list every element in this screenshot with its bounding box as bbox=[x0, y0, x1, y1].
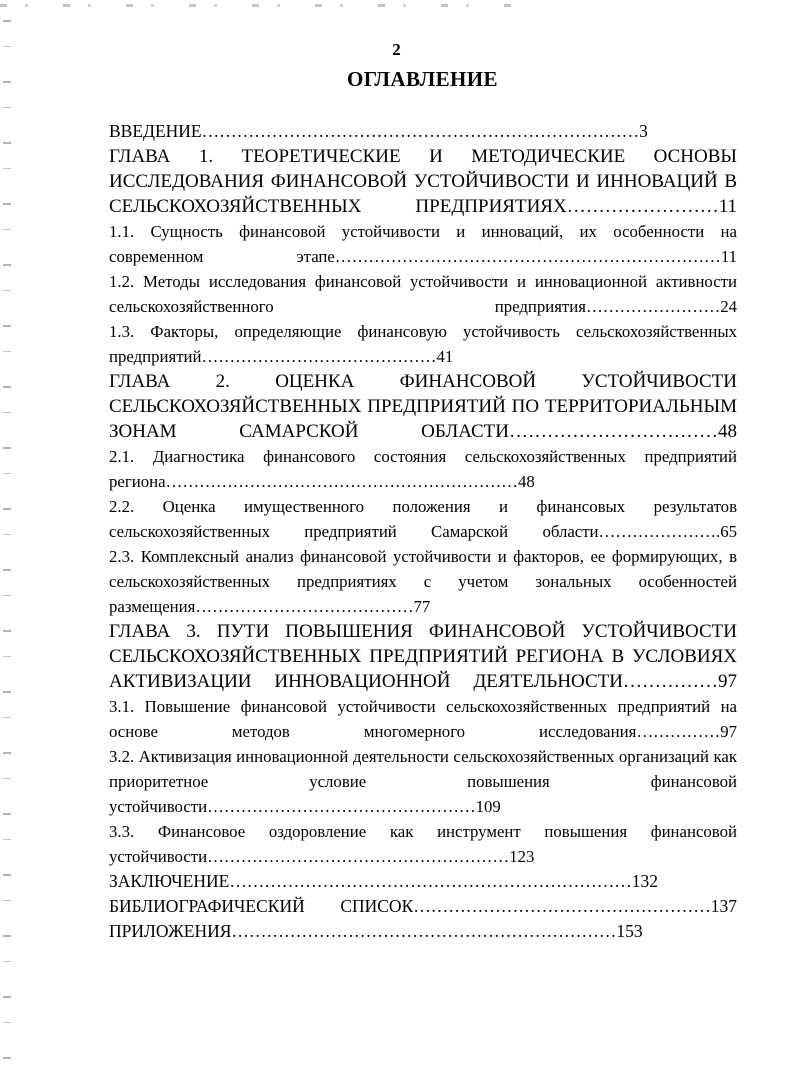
toc-entry-leader: …………………. bbox=[598, 522, 721, 541]
page-number: 2 bbox=[392, 40, 401, 59]
toc-entry-leader: ………………………………………………………… bbox=[231, 921, 617, 941]
toc-entry-page: 132 bbox=[631, 871, 659, 891]
toc-entry-3-1 bbox=[109, 694, 737, 744]
toc-entry-leader: ………………………………………… bbox=[207, 797, 476, 816]
toc-entry-leader: ……………………………………………………… bbox=[165, 472, 518, 491]
toc-entry-text: 1.2. Методы исследования финансовой устойчивости и инновационной активности сельскохозяйственного предприятия bbox=[109, 272, 737, 316]
toc-entry-text: ГЛАВА 2. ОЦЕНКА ФИНАНСОВОЙ УСТОЙЧИВОСТИ СЕЛЬСКОХОЗЯЙСТВЕННЫХ ПРЕДПРИЯТИЙ ПО ТЕРРИТОРИАЛЬНЫМ ЗОНАМ САМАРСКОЙ ОБЛАСТИ bbox=[109, 371, 737, 442]
toc-entry-page: 11 bbox=[720, 247, 737, 266]
toc-entry-text: 3.2. Активизация инновационной деятельности сельскохозяйственных организаций как приоритетное условие повышения финансовой устойчивости bbox=[109, 747, 737, 816]
toc-entry-chapter-1 bbox=[109, 144, 737, 219]
toc-entry-page: 153 bbox=[616, 921, 643, 941]
toc-entry-leader: ……………………………………………… bbox=[207, 847, 510, 866]
toc-entry-leader: ………………………………………………………………… bbox=[201, 121, 640, 141]
toc-entry-1-2 bbox=[109, 269, 737, 319]
toc-entry-text: 2.1. Диагностика финансового состояния сельскохозяйственных предприятий региона bbox=[109, 447, 737, 491]
toc-entry-page: 109 bbox=[475, 797, 501, 816]
toc-entry-text: 1.3. Факторы, определяющие финансовую устойчивость сельскохозяйственных предприятий bbox=[109, 322, 737, 366]
toc-entry-1-3 bbox=[109, 319, 737, 369]
toc-entry-page: 137 bbox=[710, 896, 737, 916]
toc-entry-1-1 bbox=[109, 219, 737, 269]
toc-entry-text: ВВЕДЕНИЕ bbox=[109, 121, 202, 141]
scan-artifact-left-edge bbox=[3, 20, 11, 1070]
toc-entry-page: 77 bbox=[413, 597, 431, 616]
toc-entry-leader: ………………………………… bbox=[195, 597, 414, 616]
toc-entry-text: 1.1. Сущность финансовой устойчивости и инноваций, их особенности на современном этапе bbox=[109, 222, 737, 266]
toc-entry-leader: …………… bbox=[636, 722, 721, 741]
toc-entry-page: 123 bbox=[509, 847, 535, 866]
toc-entry-text: ЗАКЛЮЧЕНИЕ bbox=[109, 871, 230, 891]
toc-entry-leader: …………………………………………………………… bbox=[229, 871, 632, 891]
toc-entry-chapter-3 bbox=[109, 619, 737, 694]
toc-entry-leader: …………… bbox=[623, 671, 718, 692]
toc-entry-page: 48 bbox=[517, 472, 535, 491]
scan-artifact-top bbox=[0, 4, 520, 7]
toc-entry-text: 2.2. Оценка имущественного положения и финансовых результатов сельскохозяйственных предприятий Самарской области bbox=[109, 497, 737, 541]
toc-entry-page: 97 bbox=[718, 671, 737, 692]
toc-entry-page: 97 bbox=[720, 722, 737, 741]
toc-entry-page: 3 bbox=[639, 121, 648, 141]
toc-entry-3-2 bbox=[109, 744, 737, 819]
toc-entry-page: 65 bbox=[720, 522, 737, 541]
toc-entry-conclusion bbox=[109, 869, 737, 894]
toc-entry-leader: …………………… bbox=[566, 196, 719, 217]
toc-entry-text: БИБЛИОГРАФИЧЕСКИЙ СПИСОК bbox=[109, 896, 414, 916]
toc-entry-introduction bbox=[109, 119, 737, 144]
toc-entry-text: 3.1. Повышение финансовой устойчивости сельскохозяйственных предприятий на основе методов многомерного исследования bbox=[109, 697, 737, 741]
toc-entry-text: ГЛАВА 3. ПУТИ ПОВЫШЕНИЯ ФИНАНСОВОЙ УСТОЙЧИВОСТИ СЕЛЬСКОХОЗЯЙСТВЕННЫХ ПРЕДПРИЯТИЙ РЕГИОНА В УСЛОВИЯХ АКТИВИЗАЦИИ ИННОВАЦИОННОЙ ДЕЯТЕЛЬНОСТИ bbox=[109, 621, 737, 692]
toc-entry-2-2 bbox=[109, 494, 737, 544]
toc-entry-bibliography bbox=[109, 894, 737, 919]
toc-entry-text: 3.3. Финансовое оздоровление как инструмент повышения финансовой устойчивости bbox=[109, 822, 737, 866]
toc-entry-text: 2.3. Комплексный анализ финансовой устойчивости и факторов, ее формирующих, в сельскохозяйственных предприятиях с учетом зональных особенностей размещения bbox=[109, 547, 737, 616]
page-title: ОГЛАВЛЕНИЕ bbox=[347, 67, 498, 91]
toc-entry-leader: …………………………………… bbox=[201, 347, 437, 366]
toc-entry-page: 11 bbox=[718, 196, 737, 217]
toc-entry-page: 48 bbox=[718, 421, 737, 442]
toc-entry-leader: …………………………………………………………… bbox=[334, 247, 721, 266]
toc-entry-text: ПРИЛОЖЕНИЯ bbox=[109, 921, 232, 941]
toc-entry-page: 41 bbox=[436, 347, 454, 366]
table-of-contents bbox=[109, 119, 737, 944]
toc-entry-appendices bbox=[109, 919, 737, 944]
toc-entry-text: ГЛАВА 1. ТЕОРЕТИЧЕСКИЕ И МЕТОДИЧЕСКИЕ ОСНОВЫ ИССЛЕДОВАНИЯ ФИНАНСОВОЙ УСТОЙЧИВОСТИ И ИННОВАЦИЙ В СЕЛЬСКОХОЗЯЙСТВЕННЫХ ПРЕДПРИЯТИЯХ bbox=[109, 146, 737, 217]
toc-entry-2-1 bbox=[109, 444, 737, 494]
toc-entry-leader: …………………………… bbox=[509, 421, 718, 442]
toc-entry-chapter-2 bbox=[109, 369, 737, 444]
toc-entry-3-3 bbox=[109, 819, 737, 869]
toc-entry-2-3 bbox=[109, 544, 737, 619]
toc-entry-leader: …………………………………………… bbox=[413, 896, 711, 916]
toc-entry-leader: …………………… bbox=[585, 297, 721, 316]
toc-entry-page: 24 bbox=[720, 297, 737, 316]
